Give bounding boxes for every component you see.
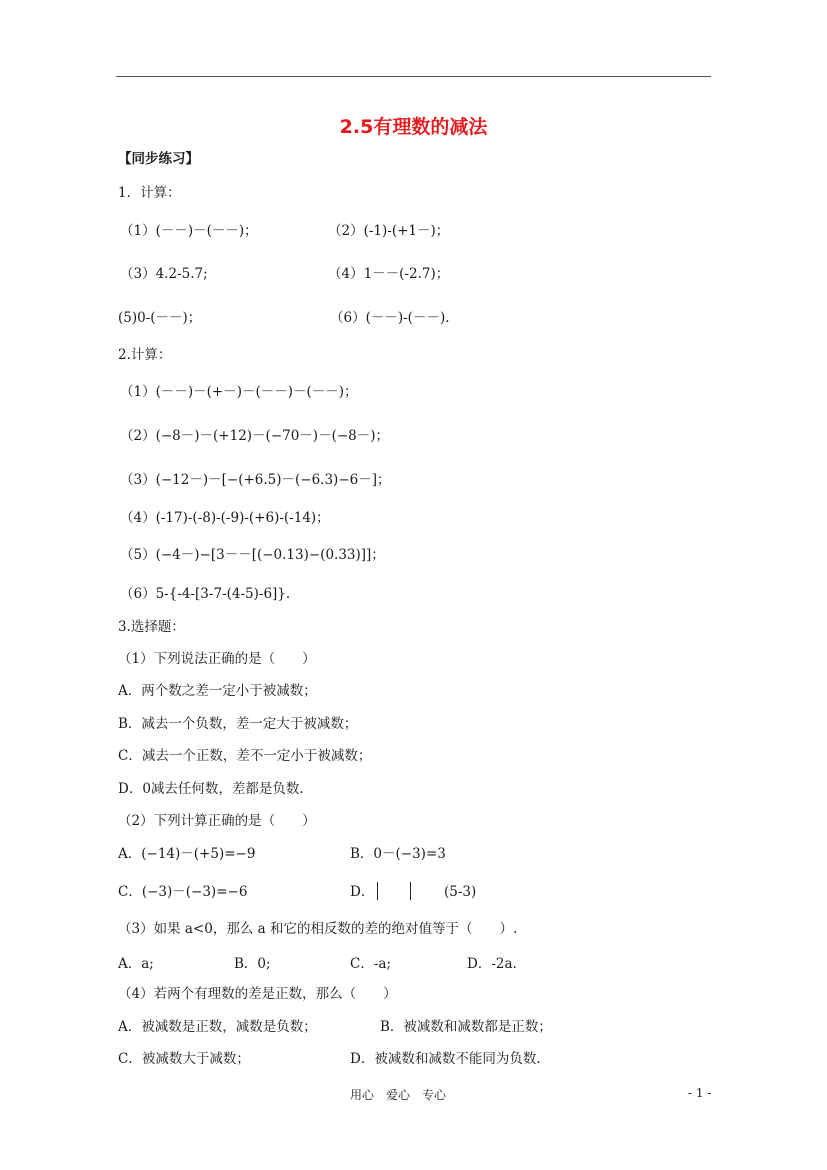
q3-2-option-d-expression: (5-3) (444, 884, 477, 900)
q3-4-option-c: C．被减数大于减数； (118, 1051, 250, 1067)
q3-3-stem: （3）如果 a<0，那么 a 和它的相反数的差的绝对值等于（ ）. (118, 921, 518, 937)
q3-2-option-a: A．(−14)－(+5)=−9 (118, 846, 256, 862)
q1-item-4: （4）1－－(-2.7)； (328, 266, 450, 282)
q3-2-option-c: C．(−3)－(−3)=−6 (118, 884, 248, 900)
page-number: - 1 - (688, 1086, 712, 1100)
q1-heading: 1．计算： (118, 185, 181, 201)
q3-4-option-d: D．被减数和减数不能同为负数. (350, 1051, 541, 1067)
page-title: 2.5有理数的减法 (339, 116, 488, 138)
q1-item-5: (5)0-(－－)； (118, 310, 202, 326)
q3-3-option-a: A．a; (118, 956, 154, 972)
q3-4-option-a: A．被减数是正数，减数是负数； (118, 1019, 317, 1035)
q2-heading: 2.计算： (118, 347, 172, 363)
section-label: 【同步练习】 (118, 151, 199, 167)
q3-1-option-c: C．减去一个正数，差不一定小于被减数； (118, 748, 372, 764)
q3-2-stem: （2）下列计算正确的是（ ） (118, 813, 316, 829)
absolute-value-bar-left (377, 882, 378, 900)
q3-1-option-d: D．0减去任何数，差都是负数. (118, 781, 304, 797)
q1-item-3: （3）4.2-5.7; (120, 266, 208, 282)
absolute-value-bar-right (410, 882, 411, 900)
q2-item-1: （1）(－－)－(+－)－(－－)－(－－)； (120, 384, 358, 400)
q3-heading: 3.选择题： (118, 619, 185, 635)
q2-item-2: （2）(−8－)－(+12)－(−70－)－(−8－)； (120, 428, 390, 444)
q1-item-2: （2）(-1)-(+1－)； (328, 223, 450, 239)
q3-3-option-c: C．-a; (350, 956, 391, 972)
q3-3-option-b: B．0; (234, 956, 271, 972)
q3-4-option-b: B．被减数和减数都是正数； (380, 1019, 552, 1035)
q2-item-6: （6）5-{-4-[3-7-(4-5)-6]}. (120, 586, 291, 602)
q2-item-4: （4）(-17)-(-8)-(-9)-(+6)-(-14)； (120, 510, 330, 526)
q2-item-5: （5）(−4－)−[3－－[(−0.13)−(0.33)]]； (120, 547, 385, 563)
q1-item-1: （1）(－－)－(－－)； (120, 223, 258, 239)
q3-3-option-d: D．-2a. (467, 956, 517, 972)
q1-item-6: （6）(－－)-(－－). (330, 310, 450, 326)
footer-motto: 用心 爱心 专心 (350, 1088, 447, 1102)
q3-4-stem: （4）若两个有理数的差是正数，那么（ ） (118, 986, 397, 1002)
q3-1-stem: （1）下列说法正确的是（ ） (118, 651, 316, 667)
q3-2-option-b: B．0－(−3)=3 (350, 846, 446, 862)
q2-item-3: （3）(−12－)－[−(+6.5)－(−6.3)−6－]； (120, 472, 391, 488)
q3-1-option-b: B．减去一个负数，差一定大于被减数； (118, 716, 358, 732)
header-rule (116, 76, 711, 77)
q3-1-option-a: A．两个数之差一定小于被减数； (118, 683, 317, 699)
q3-2-option-d-label: D． (350, 884, 375, 900)
